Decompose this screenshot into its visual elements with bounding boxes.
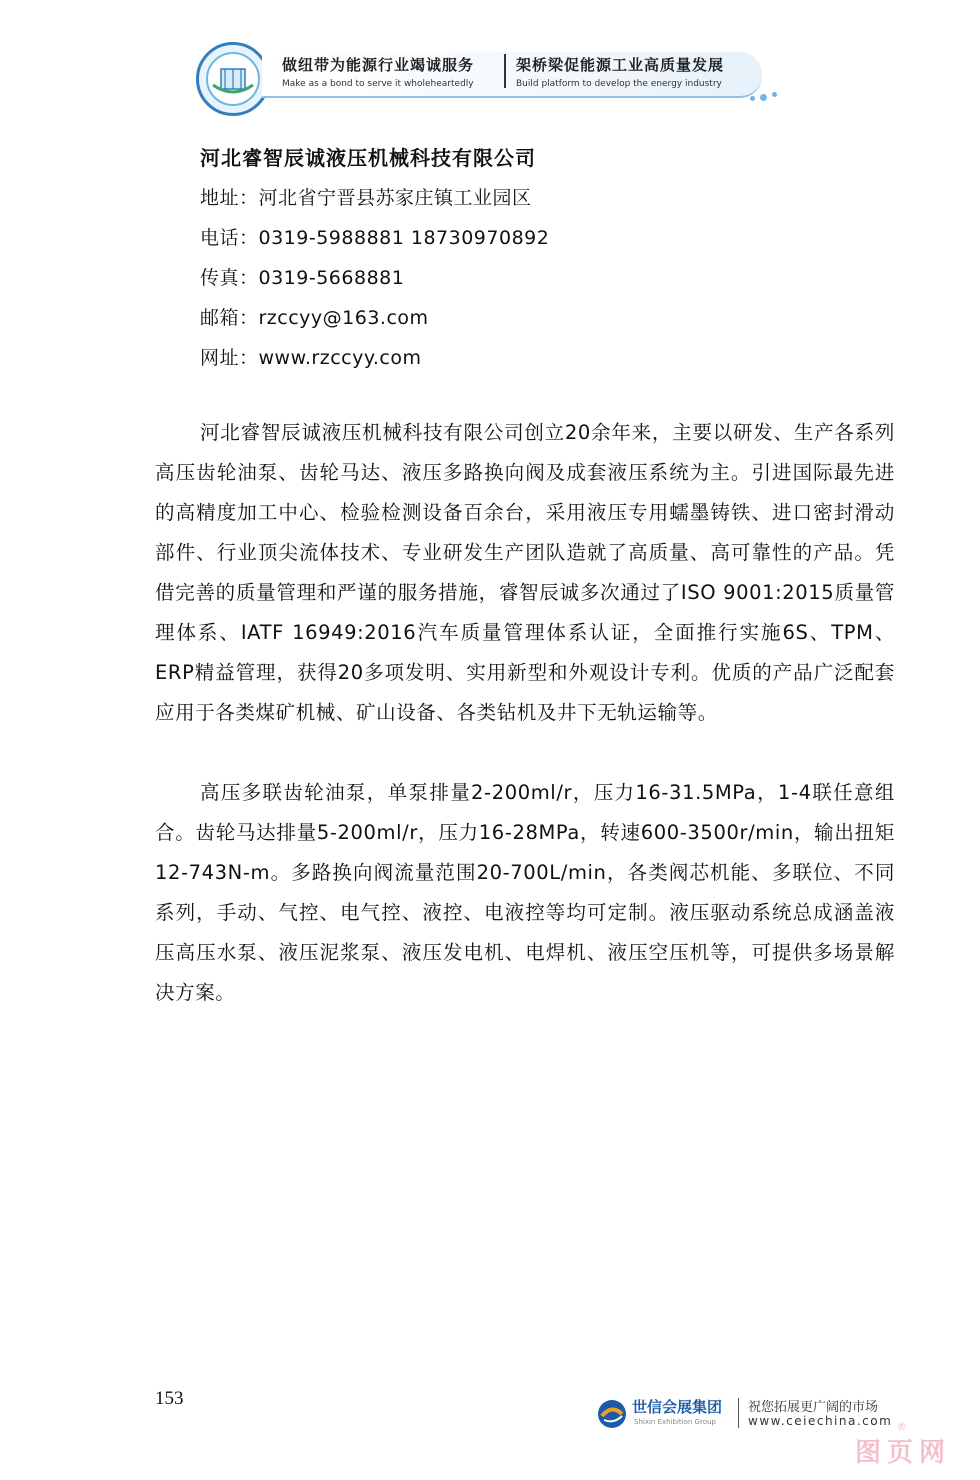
slogan-left-en: Make as a bond to serve it wholeheartedly	[282, 79, 474, 89]
association-logo	[196, 42, 270, 116]
logo-emblem-icon	[199, 45, 267, 113]
page-number: 153	[155, 1388, 184, 1409]
group-name-en: Shixin Exhibition Group	[634, 1418, 716, 1426]
dot-icon	[760, 94, 767, 101]
slogan-left-cn: 做纽带为能源行业竭诚服务	[282, 56, 475, 74]
dot-icon	[750, 96, 755, 101]
slogan-right	[516, 54, 776, 89]
footer-divider	[738, 1398, 739, 1428]
watermark-registered-mark: ®	[896, 1420, 907, 1433]
footer-slogan: 祝您拓展更广阔的市场	[748, 1400, 879, 1415]
body-paragraph-2: 高压多联齿轮油泵，单泵排量2-200ml/r，压力16-31.5MPa，1-4联任意组合。齿轮马达排量5-200ml/r，压力16-28MPa，转速600-3500r/min，输出扭矩12-743N-m。多路换向阀流量范围20-700L/min，各类阀芯机能、多联位、不同系列，手动、气控、电气控、液控、电液控等均可定制。液压驱动系统总成涵盖液压高压水泵、液压泥浆泵、液压发电机、电焊机、液压空压机等，可提供多场景解决方案。	[155, 781, 895, 1004]
company-email: 邮箱：rzccyy@163.com	[200, 307, 429, 329]
slogan-divider	[504, 54, 506, 88]
group-name: 世信会展集团	[632, 1398, 723, 1416]
body-paragraph-1: 河北睿智辰诚液压机械科技有限公司创立20余年来，主要以研发、生产各系列高压齿轮油泵、齿轮马达、液压多路换向阀及成套液压系统为主。引进国际最先进的高精度加工中心、检验检测设备百余台，采用液压专用蠕墨铸铁、进口密封滑动部件、行业顶尖流体技术、专业研发生产团队造就了高质量、高可靠性的产品。凭借完善的质量管理和严谨的服务措施，睿智辰诚多次通过了ISO 9001:2015质量管理体系、IATF 16949:2016汽车质量管理体系认证，全面推行实施6S、TPM、ERP精益管理，获得20多项发明、实用新型和外观设计专利。优质的产品广泛配套应用于各类煤矿机械、矿山设备、各类钻机及井下无轨运输等。	[155, 421, 895, 724]
group-logo-icon	[596, 1398, 628, 1430]
company-name: 河北睿智辰诚液压机械科技有限公司	[200, 146, 536, 170]
slogan-left	[282, 54, 502, 89]
watermark: 图页网	[855, 1438, 952, 1468]
header-banner	[190, 40, 790, 120]
footer-brand	[596, 1394, 896, 1434]
company-address: 地址：河北省宁晋县苏家庄镇工业园区	[200, 187, 532, 209]
slogan-right-en: Build platform to develop the energy industry	[516, 79, 722, 89]
company-website: 网址：www.rzccyy.com	[200, 347, 422, 369]
footer-url: www.ceiechina.com	[748, 1414, 893, 1428]
slogan-right-cn: 架桥梁促能源工业高质量发展	[516, 56, 725, 74]
dot-icon	[772, 92, 777, 97]
company-fax: 传真：0319-5668881	[200, 267, 405, 289]
company-phone: 电话：0319-5988881 18730970892	[200, 227, 550, 249]
